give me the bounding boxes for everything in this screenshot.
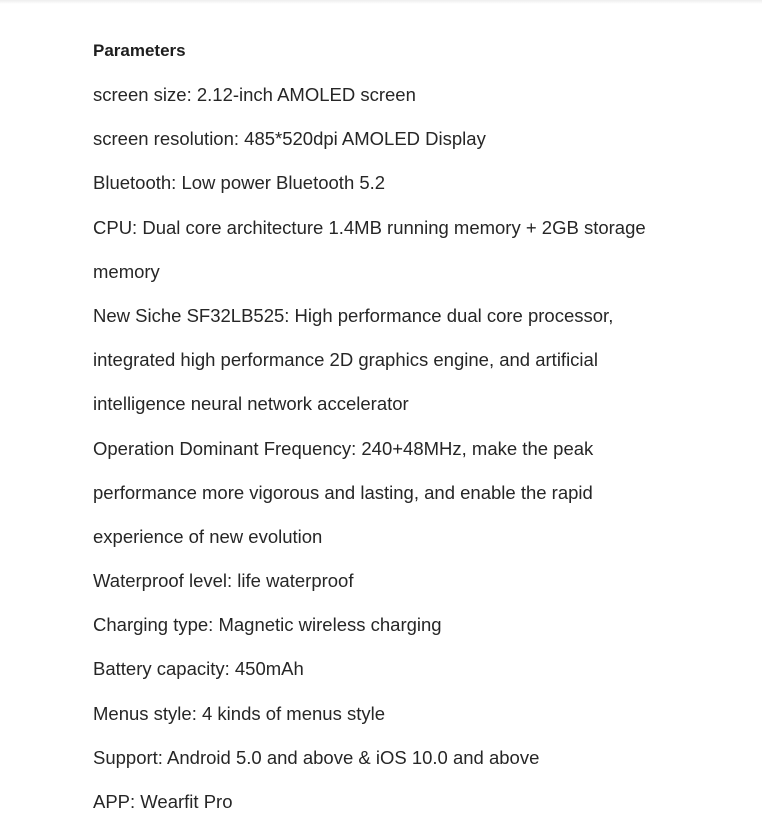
page-top-edge xyxy=(0,0,762,4)
param-bluetooth: Bluetooth: Low power Bluetooth 5.2 xyxy=(93,172,386,194)
param-battery: Battery capacity: 450mAh xyxy=(93,658,304,680)
param-frequency-continued-2: experience of new evolution xyxy=(93,525,323,547)
param-cpu-continued: memory xyxy=(93,260,160,282)
param-screen-resolution: screen resolution: 485*520dpi AMOLED Display xyxy=(93,128,486,150)
param-waterproof: Waterproof level: life waterproof xyxy=(93,570,354,592)
param-screen-size: screen size: 2.12-inch AMOLED screen xyxy=(93,84,416,105)
param-support: Support: Android 5.0 and above & iOS 10.0 and above xyxy=(93,746,540,768)
param-cpu: CPU: Dual core architecture 1.4MB running memory + 2GB storage xyxy=(93,216,646,238)
param-processor: New Siche SF32LB525: High performance dual core processor, xyxy=(93,304,614,326)
parameter-lines xyxy=(93,82,743,833)
param-app: APP: Wearfit Pro xyxy=(93,791,233,812)
param-charging: Charging type: Magnetic wireless charging xyxy=(93,614,442,636)
param-processor-continued-1: integrated high performance 2D graphics engine, and artificial xyxy=(93,349,598,371)
document-title: Parameters xyxy=(93,41,186,60)
param-frequency-continued-1: performance more vigorous and lasting, and enable the rapid xyxy=(93,481,593,503)
param-menus: Menus style: 4 kinds of menus style xyxy=(93,702,386,724)
parameters-document xyxy=(93,38,743,833)
param-frequency: Operation Dominant Frequency: 240+48MHz, make the peak xyxy=(93,437,594,459)
param-processor-continued-2: intelligence neural network accelerator xyxy=(93,393,409,415)
